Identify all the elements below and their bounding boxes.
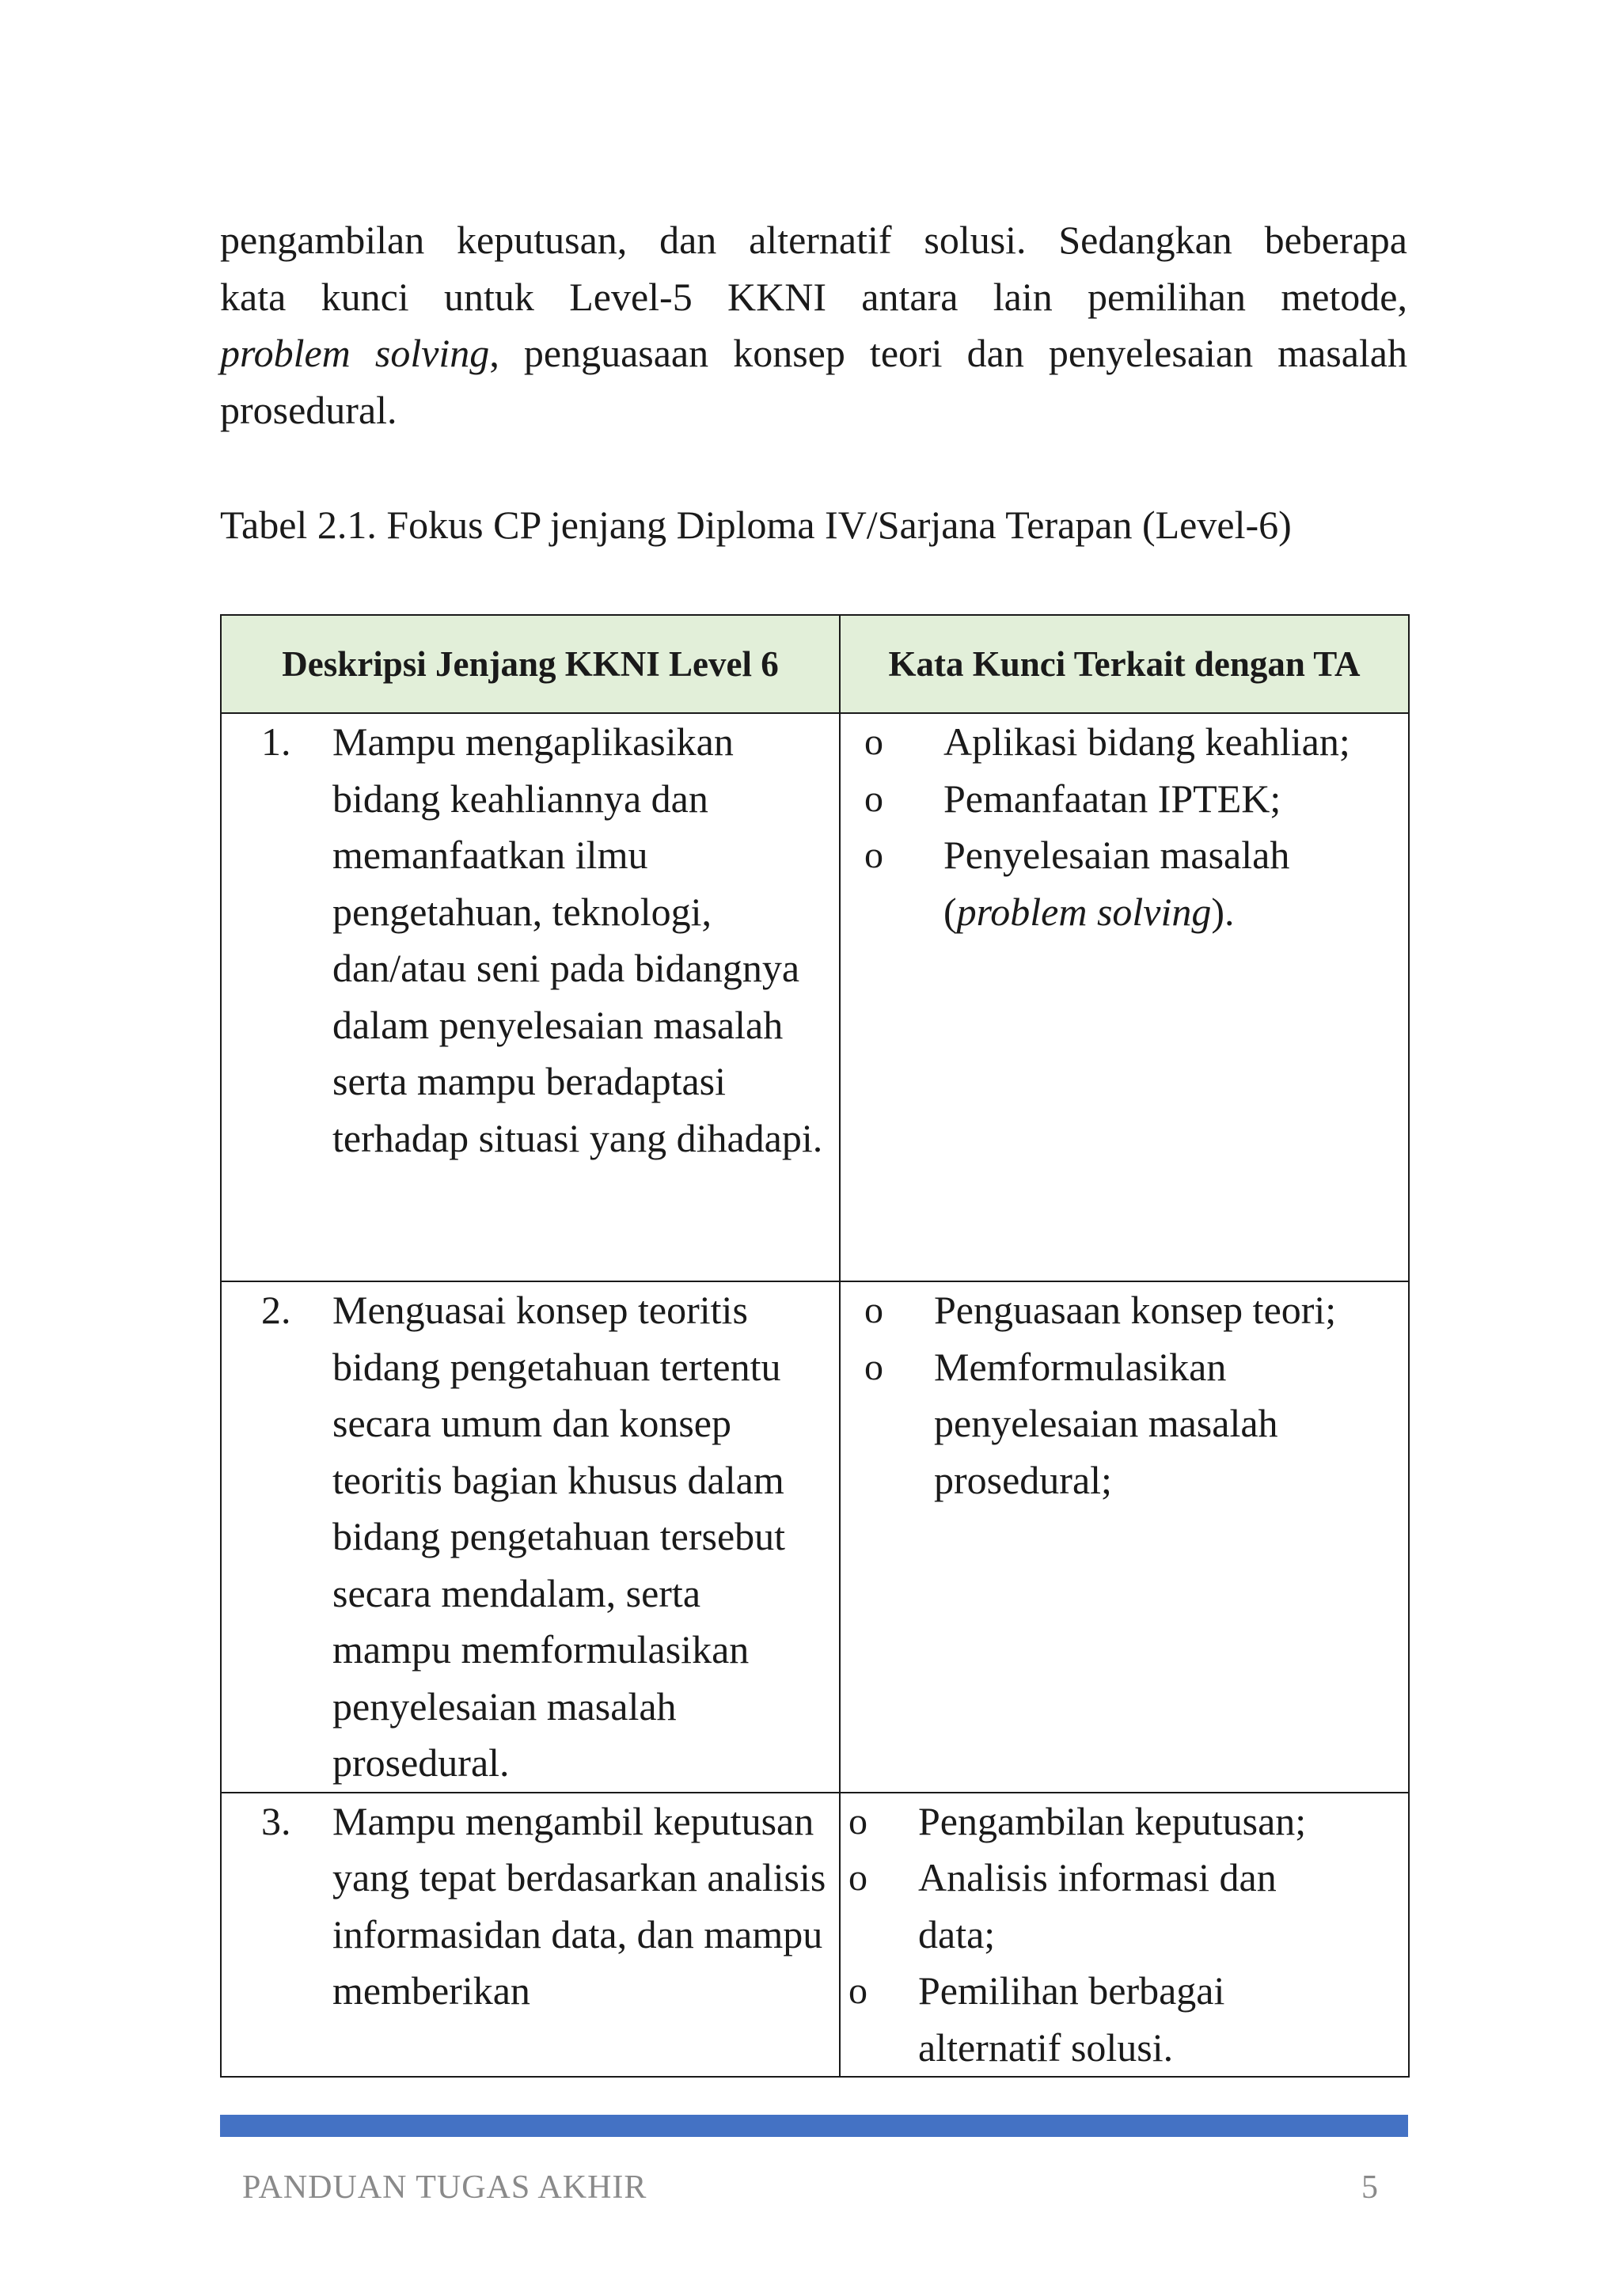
item-description: Mampu mengambil keputusan yang tepat berdasarkan analisis informasidan data, dan mampu memberikan <box>332 1798 826 2013</box>
paragraph-line-1: pengambilan keputusan, dan alternatif solusi. Sedangkan beberapa <box>220 218 1407 262</box>
description-cell <box>221 713 840 1281</box>
keywords-cell <box>840 713 1409 1281</box>
keyword-paren-open: ( <box>943 889 957 934</box>
keyword-list <box>841 1282 1408 1509</box>
bullet-circle-icon: o <box>864 1345 883 1388</box>
bullet-circle-icon: o <box>864 777 883 820</box>
keyword-text: Pemilihan berbagai alternatif solusi. <box>918 1968 1225 2070</box>
bullet-circle-icon: o <box>864 1289 883 1331</box>
italic-term: problem solving <box>956 889 1212 934</box>
keywords-cell <box>840 1793 1409 2078</box>
list-item <box>848 1793 1400 1850</box>
header-keywords: Kata Kunci Terkait dengan TA <box>840 615 1409 713</box>
footer-title: PANDUAN TUGAS AKHIR <box>242 2169 647 2206</box>
bullet-circle-icon: o <box>864 834 883 876</box>
paragraph-line-4: prosedural. <box>220 387 397 432</box>
keyword-list <box>841 1793 1408 2077</box>
paragraph-line-3 <box>220 325 1407 382</box>
item-description: Mampu mengaplikasikan bidang keahliannya dan memanfaatkan ilmu pengetahuan, teknologi, dan/atau seni pada bidangnya dalam penyelesaian masalah serta mampu beradaptasi terhadap situasi yang dihadapi. <box>332 719 823 1160</box>
description-cell <box>221 1793 840 2078</box>
item-description: Menguasai konsep teoritis bidang pengetahuan tertentu secara umum dan konsep teoritis bagian khusus dalam bidang pengetahuan tersebut secara mendalam, serta mampu memformulasikan penyelesaian masalah prosedural. <box>332 1288 786 1785</box>
page-number: 5 <box>1361 2169 1378 2206</box>
footer-bar <box>220 2115 1408 2137</box>
keyword-text: Memformulasikan penyelesaian masalah prosedural; <box>934 1344 1278 1502</box>
table-row <box>221 1793 1409 2078</box>
bullet-circle-icon: o <box>848 1857 867 1899</box>
keywords-cell <box>840 1281 1409 1793</box>
keyword-paren-close: ). <box>1211 889 1235 934</box>
table-header-row <box>221 615 1409 713</box>
keyword-text: Analisis informasi dan data; <box>918 1855 1277 1956</box>
cp-table <box>220 614 1410 2078</box>
header-description: Deskripsi Jenjang KKNI Level 6 <box>221 615 840 713</box>
list-item <box>864 1339 1314 1509</box>
keyword-list <box>841 714 1408 940</box>
keyword-text: Aplikasi bidang keahlian; <box>943 719 1350 764</box>
paragraph-line-3-rest: , penguasaan konsep teori dan penyelesaian masalah <box>489 331 1407 375</box>
description-cell <box>221 1281 840 1793</box>
italic-term: problem solving <box>220 331 490 375</box>
item-number: 3. <box>261 1798 291 1843</box>
numbered-item <box>222 714 839 1167</box>
item-number: 2. <box>261 1288 291 1332</box>
keyword-text: Penguasaan konsep teori; <box>934 1288 1337 1332</box>
paragraph-line-2: kata kunci untuk Level-5 KKNI antara lain pemilihan metode, <box>220 274 1407 319</box>
list-item <box>848 1963 1330 2076</box>
table-row <box>221 713 1409 1281</box>
list-item <box>864 1282 1400 1339</box>
list-item <box>864 827 1400 940</box>
table-caption: Tabel 2.1. Fokus CP jenjang Diploma IV/Sarjana Terapan (Level-6) <box>220 503 1292 547</box>
body-paragraph <box>220 212 1407 438</box>
numbered-item <box>222 1282 839 1792</box>
table-row <box>221 1281 1409 1793</box>
list-item <box>864 771 1400 828</box>
keyword-text: Pengambilan keputusan; <box>918 1798 1307 1843</box>
list-item <box>848 1850 1330 1963</box>
list-item <box>864 714 1400 771</box>
item-number: 1. <box>261 719 291 764</box>
bullet-circle-icon: o <box>864 721 883 763</box>
keyword-text: Penyelesaian masalah <box>943 833 1290 877</box>
numbered-item <box>222 1793 839 2020</box>
keyword-text: Pemanfaatan IPTEK; <box>943 776 1281 821</box>
bullet-circle-icon: o <box>848 1800 867 1842</box>
bullet-circle-icon: o <box>848 1970 867 2012</box>
